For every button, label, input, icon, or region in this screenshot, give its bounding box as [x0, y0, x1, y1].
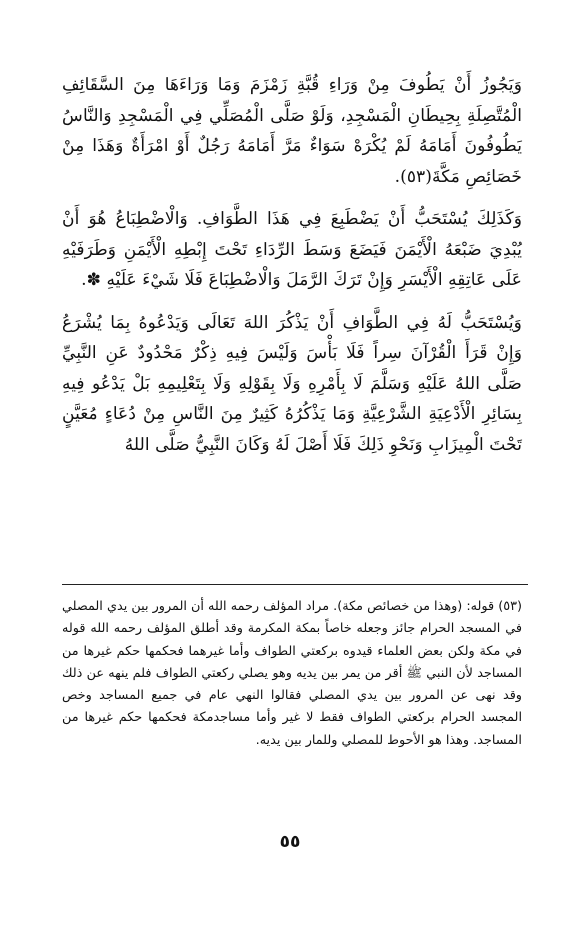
footnote-53: (٥٣) قوله: (وهذا من خصائص مكة). مراد المؤلف رحمه الله أن المرور بين يدي المصلي في المسجد الحرام جائز وجعله خاصاً بمكة المكرمة وقد أطلق المؤلف رحمه الله قوله في مكة ولكن بعض العلماء قيدوه بركعتي الطواف وأما غيرهما فحكمها حكم غيرها من المساجد لأن النبي ﷺ أقر من يمر بين يديه وهو يصلي ركعتي الطواف فلم ينهه عن ذلك وقد نهى عن المرور بين يدي المصلي فقالوا النهي عام في جميع المساجد وخص المجسد الحرام بركعتي الطواف فقط لا غير وأما مساجدمكة فحكمها حكم غيرها من المساجد. وهذا هو الأحوط للمصلي وللمار بين يديه. [62, 599, 522, 748]
paragraph-dhikr-in-tawaf: وَيُسْتَحَبُّ لَهُ فِي الطَّوَافِ أَنْ يَذْكُرَ اللهَ تَعَالَى وَيَدْعُوهُ بِمَا يُشْرَعُ وَإِنْ قَرَأَ الْقُرْآنَ سِراً فَلَا بَأْسَ وَلَيْسَ فِيهِ ذِكْرٌ مَحْدُودٌ عَنِ النَّبِيِّ صَلَّى اللهُ عَلَيْهِ وَسَلَّمَ لَا بِأَمْرِهِ وَلَا بِقَوْلِهِ وَلَا بِتَعْلِيمِهِ بَلْ يَدْعُو فِيهِ بِسَائِرِ الْأَدْعِيَةِ الشَّرْعِيَّةِ وَمَا يَذْكُرُهُ كَثِيرٌ مِنَ النَّاسِ مِنْ دُعَاءٍ مُعَيَّنٍ تَحْتَ الْمِيزَابِ وَنَحْوِ ذَلِكَ فَلَا أَصْلَ لَهُ وَكَانَ النَّبِيُّ صَلَّى اللهُ [62, 312, 522, 455]
main-text-block [62, 70, 522, 460]
footnote-divider [62, 584, 528, 585]
footnotes-block [62, 596, 522, 752]
paragraph-idtiba: وَكَذَلِكَ يُسْتَحَبُّ أَنْ يَضْطَبِعَ فِي هَذَا الطَّوَافِ. وَالْاضْطِبَاعُ هُوَ أَنْ يُبْدِيَ ضَبْعَهُ الْأَيْمَنَ فَيَضَعَ وَسَطَ الرِّدَاءِ تَحْتَ إِبْطِهِ الْأَيْمَنِ وَطَرَفَيْهِ عَلَى عَاتِقِهِ الْأَيْسَرِ وَإِنْ تَرَكَ الرَّمَلَ وَالْاضْطِبَاعَ فَلَا شَيْءَ عَلَيْهِ ✽. [62, 209, 522, 290]
page-number: ٥٥ [279, 832, 301, 852]
paragraph-tawaf-behind-zamzam: وَيَجُوزُ أَنْ يَطُوفَ مِنْ وَرَاءِ قُبَّةِ زَمْزَمَ وَمَا وَرَاءَهَا مِنَ السَّقَائِفِ الْمُتَّصِلَةِ بِحِيطَانِ الْمَسْجِدِ، وَلَوْ صَلَّى الْمُصَلِّي فِي الْمَسْجِدِ وَالنَّاسُ يَطُوفُونَ أَمَامَهُ لَمْ يُكْرَهْ سَوَاءٌ مَرَّ أَمَامَهُ رَجُلٌ أَوْ امْرَأَةٌ وَهَذَا مِنْ خَصَائِصِ مَكَّةَ(٥٣). [62, 75, 522, 187]
